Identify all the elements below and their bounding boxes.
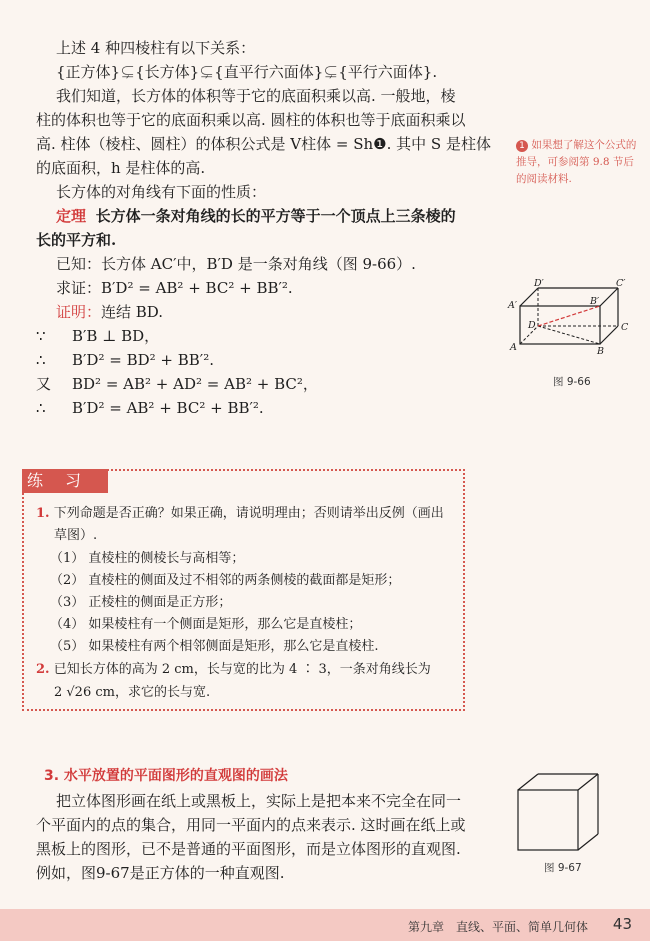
exercise-q2 — [36, 661, 431, 679]
exercise-q1 — [36, 505, 444, 523]
text-line: 的底面积，h 是柱体的高. — [36, 159, 206, 177]
proof-text: B′D² = AB² + BC² + BB′². — [72, 399, 264, 417]
edge — [600, 288, 618, 306]
text-line: 高. 柱体（棱柱、圆柱）的体积公式是 V柱体 = Sh❶. 其中 S 是柱体 — [36, 135, 491, 153]
text-line: 黑板上的图形，已不是普通的平面图形，而是立体图形的直观图. — [36, 840, 461, 858]
proof-step — [36, 398, 264, 418]
text-line: 柱的体积也等于它的底面积乘以高. 圆柱的体积也等于底面积乘以 — [36, 111, 466, 129]
figure-caption: 图 9-66 — [553, 376, 591, 388]
front-face — [518, 790, 578, 850]
page-footer — [0, 909, 650, 941]
theorem-text: 长方体一条对角线的长的平方等于一个顶点上三条棱的 — [95, 207, 456, 225]
edge — [600, 326, 618, 344]
question-text: 草图）. — [54, 528, 98, 543]
theorem-text-cont: 长的平方和. — [36, 231, 117, 249]
vertex-label: A — [510, 342, 517, 353]
proof-symbol: 又 — [36, 375, 52, 393]
question-text: 已知长方体的高为 2 cm，长与宽的比为 4 ∶ 3，一条对角线长为 — [53, 662, 431, 677]
question-number: 1. — [36, 506, 50, 521]
cube-figure — [512, 770, 608, 854]
text-line: 例如，图9-67是正方体的一种直观图. — [36, 864, 285, 882]
side-note — [516, 137, 644, 188]
text-line: 上述 4 种四棱柱有以下关系： — [56, 39, 256, 57]
vertex-label: D′ — [534, 278, 544, 289]
edge — [520, 288, 538, 306]
vertex-label: A′ — [508, 300, 518, 311]
vertex-label: C′ — [616, 278, 626, 289]
text-line: 把立体图形画在纸上或黑板上，实际上是把本来不完全在同一 — [56, 792, 462, 810]
text-line: {正方体}⊊{长方体}⊊{直平行六面体}⊊{平行六面体}. — [56, 63, 438, 81]
proof-symbol: ∴ — [36, 399, 46, 417]
text-line: 个平面内的点的集合，用同一平面内的点来表示. 这时画在纸上或 — [36, 816, 466, 834]
theorem-label: 定理 — [56, 207, 87, 225]
proof-text: B′D² = BD² + BB′². — [72, 351, 214, 369]
theorem-line — [56, 206, 456, 226]
hidden-edge — [538, 326, 600, 344]
vertex-label: B — [597, 346, 604, 357]
proof-start: 连结 BD. — [101, 303, 164, 321]
diagonal-line — [538, 306, 600, 326]
question-text: 2 √26 cm，求它的长与宽. — [54, 685, 211, 700]
vertex-label: D — [528, 320, 536, 331]
side-note-text: 如果想了解这个公式的推导，可参阅第 9.8 节后的阅读材料. — [516, 139, 637, 185]
question-text: 下列命题是否正确？如果正确，请说明理由；否则请举出反例（画出 — [53, 506, 444, 521]
exercise-item: （2） 直棱柱的侧面及过不相邻的两条侧棱的截面都是矩形； — [50, 573, 401, 588]
chapter-title: 第九章 直线、平面、简单几何体 — [407, 920, 588, 934]
edge — [518, 774, 538, 790]
text-line: 我们知道，长方体的体积等于它的底面积乘以高. 一般地，棱 — [56, 87, 456, 105]
question-number: 2. — [36, 662, 50, 677]
edge — [578, 834, 598, 850]
cuboid-figure — [506, 278, 632, 358]
exercise-item: （5） 如果棱柱有两个相邻侧面是矩形，那么它是直棱柱. — [50, 639, 379, 654]
exercise-tab: 练习 — [22, 469, 108, 493]
figure-caption: 图 9-67 — [544, 862, 582, 874]
footnote-number: 1 — [516, 140, 528, 152]
page-number: 43 — [612, 915, 632, 933]
vertex-label: B′ — [590, 296, 600, 307]
text-line: 长方体的对角线有下面的性质： — [56, 183, 267, 201]
proof-text: B′B ⊥ BD， — [72, 327, 160, 345]
prove-line: 求证：B′D² = AB² + BC² + BB′². — [56, 279, 293, 297]
proof-line — [56, 302, 163, 322]
exercise-item: （4） 如果棱柱有一个侧面是矩形，那么它是直棱柱； — [50, 617, 362, 632]
edge — [578, 774, 598, 790]
exercise-item: （3） 正棱柱的侧面是正方形； — [50, 595, 232, 610]
proof-symbol: ∵ — [36, 327, 46, 345]
section-title: 3. 水平放置的平面图形的直观图的画法 — [44, 768, 288, 784]
proof-step — [36, 374, 318, 394]
proof-label: 证明： — [56, 303, 102, 321]
proof-text: BD² = AB² + AD² = AB² + BC²， — [72, 375, 318, 393]
proof-symbol: ∴ — [36, 351, 46, 369]
given-line: 已知：长方体 AC′中，B′D 是一条对角线（图 9-66）. — [56, 255, 416, 273]
proof-step — [36, 350, 214, 370]
vertex-label: C — [621, 322, 629, 333]
exercise-item: （1） 直棱柱的侧棱长与高相等； — [50, 551, 245, 566]
proof-step — [36, 326, 159, 346]
